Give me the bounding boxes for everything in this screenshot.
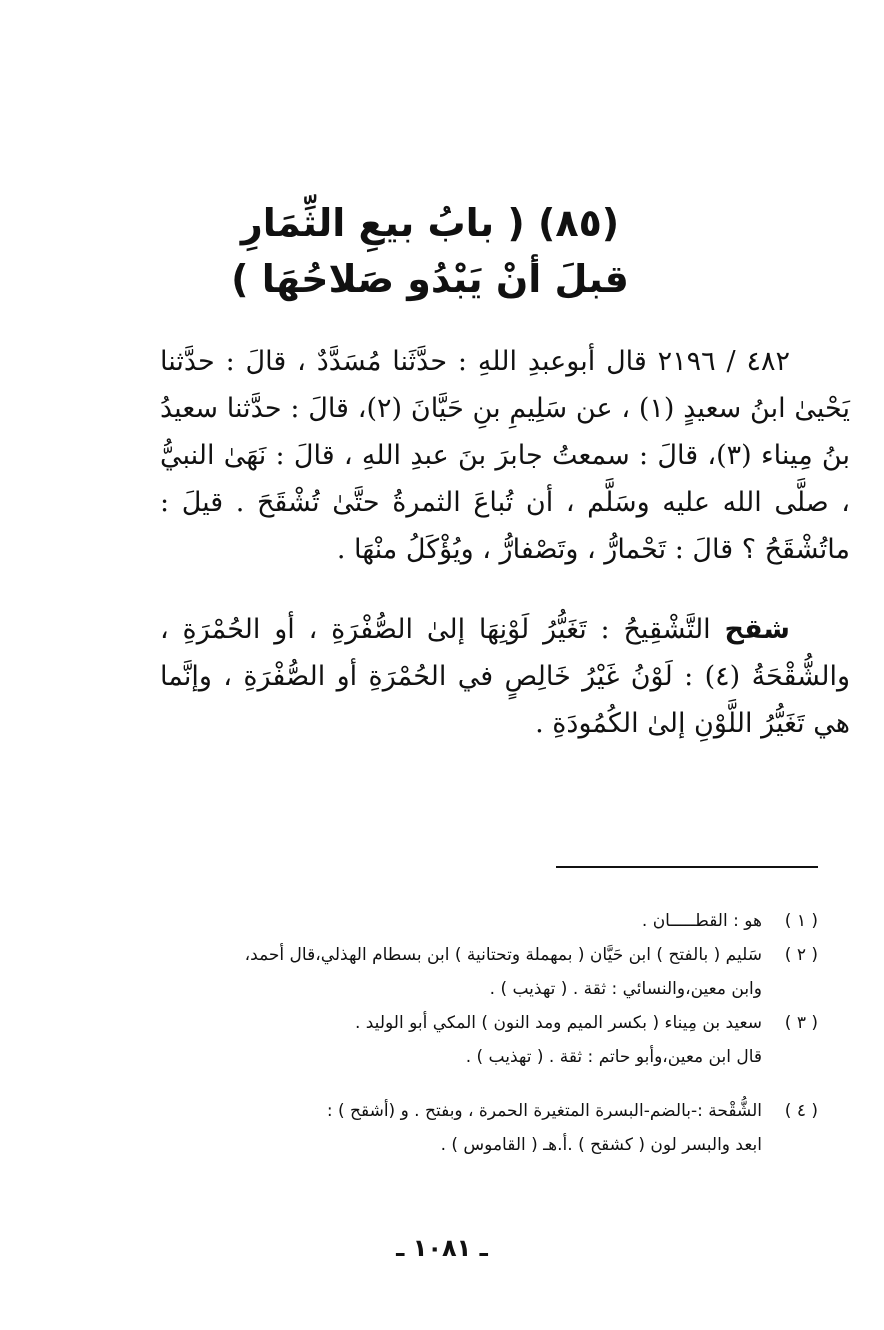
page-number: ـ ١٠٨١ ـ [396,1234,488,1262]
footnote-line: سَليم ( بالفتح ) ابن حَيَّان ( بمهملة وتحتانية ) ابن بسطام الهذلي،قال أحمد، [244,945,762,965]
chapter-title-line-1: (٨٥) ( بابُ بيعِ الثِّمَارِ [240,201,620,245]
hadith-text: ٤٨٢ / ٢١٩٦ قال أبوعبدِ اللهِ : حدَّثَنا مُسَدَّدٌ ، قالَ : حدَّثنا يَحْيىٰ ابنُ سعيدٍ (١) ، عن سَلِيمِ بنِ حَيَّانَ (٢)، قالَ : حدَّثنا سعيدُ بنُ مِيناء (٣)، قالَ : سمعتُ جابرَ بنَ عبدِ اللهِ ، قالَ : نَهَىٰ النبيُّ ، صلَّى الله عليه وسَلَّم ، أن تُباعَ الثمرةُ حتَّىٰ تُشْقَحَ . قيلَ : ماتُشْقَحُ ؟ قالَ : تَحْمارُّ ، وتَصْفارُّ ، ويُؤْكَلُ منْهَا . [160,346,850,565]
footnote-1 [148,904,818,938]
footnote-line: ابعد والبسر لون ( كشقح ) .أ.هـ ( القاموس ) . [440,1135,762,1155]
commentary-paragraph [160,606,850,747]
footnote-line: الشُّقْحة :-بالضم-البسرة المتغيرة الحمرة ، وبفتح . و (أشقح ) : [326,1101,762,1121]
footnote-line: قال ابن معين،وأبو حاتم : ثقة . ( تهذيب ) . [465,1047,762,1067]
footnote-number: ( ١ ) [784,911,818,931]
footnote-line: وابن معين،والنسائي : ثقة . ( تهذيب ) . [489,979,762,999]
chapter-title-line-2: قبلَ أنْ يَبْدُو صَلاحُهَا ) [231,257,629,301]
footnote-number: ( ٤ ) [784,1101,818,1121]
footnote-3 [148,1006,818,1074]
footnote-4 [148,1094,818,1162]
commentary-text: التَّشْقِيحُ : تَغَيُّرُ لَوْنِهَا إلىٰ الصُّفْرَةِ ، أو الحُمْرَةِ ، والشُّقْحَةُ (٤) : لَوْنُ غَيْرُ خَالِصٍ في الحُمْرَةِ أو الصُّفْرَةِ ، وإنَّما هي تَغَيُّرُ اللَّوْنِ إلىٰ الكُمُودَةِ . [160,614,850,739]
footnote-line: سعيد بن مِيناء ( بكسر الميم ومد النون ) المكي أبو الوليد . [354,1013,762,1033]
footnote-2 [148,938,818,1006]
commentary-term: شقح [724,614,790,645]
footnote-divider [556,866,818,868]
footnote-line: هو : القطـــــان . [641,911,762,931]
footnote-number: ( ٢ ) [784,945,818,965]
footnote-number: ( ٣ ) [784,1013,818,1033]
